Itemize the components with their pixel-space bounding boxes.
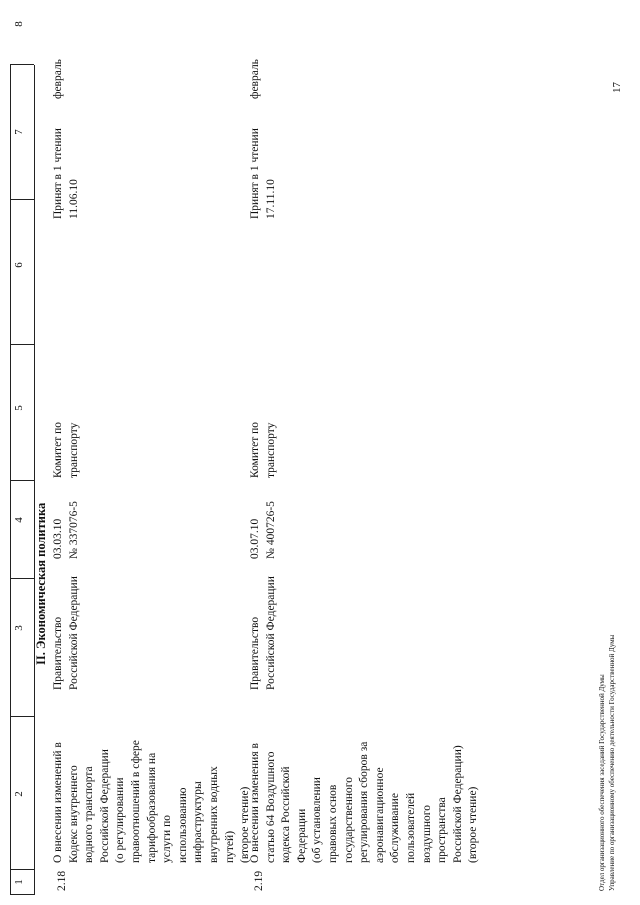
committee: Комитет по транспорту (249, 422, 277, 478)
footer-department: Отдел организационного обеспечения заседаний Государственной Думы (598, 674, 606, 891)
registration-number: 03.03.10 № 337076-5 (52, 501, 80, 559)
page-number: 17 (611, 82, 623, 93)
reading-status: Принят в 1 чтении 11.06.10 (52, 128, 80, 219)
column-number-2: 2 (13, 791, 25, 797)
header-divider (10, 480, 34, 481)
initiator: Правительство Российской Федерации (249, 576, 277, 690)
column-number-1: 1 (13, 879, 25, 885)
planned-month: февраль (249, 59, 261, 99)
header-divider (10, 716, 34, 717)
bill-title: О внесении изменения в статью 64 Воздушного кодекса Российской Федерации (об установлении правовых основ государственного регулирования сборов за аэронавигационное обслуживание пользователей воздушного пространства Российской Федерации) (второе чтение) (249, 741, 480, 863)
row-number: 2.19 (253, 870, 265, 891)
header-divider (10, 199, 34, 200)
reading-status: Принят в 1 чтении 17.11.10 (249, 128, 277, 219)
section-title: II. Экономическая политика (34, 502, 48, 665)
bill-title: О внесении изменений в Кодекс внутреннего водного транспорта Российской Федерации (о регулировании правоотношений в сфере тарифообразования на услуги по использованию инфраструктуры внутренних водных путей) (второе чтение) (52, 740, 252, 863)
column-number-8: 8 (13, 21, 25, 27)
row-number: 2.18 (56, 870, 68, 891)
header-divider (10, 344, 34, 345)
column-number-5: 5 (13, 405, 25, 411)
column-number-6: 6 (13, 262, 25, 268)
column-number-7: 7 (13, 129, 25, 135)
initiator: Правительство Российской Федерации (52, 576, 80, 690)
registration-number: 03.07.10 № 400726-5 (249, 501, 277, 559)
column-number-3: 3 (13, 625, 25, 631)
column-number-4: 4 (13, 517, 25, 523)
footer-directorate: Управление по организационному обеспечению деятельности Государственной Думы (608, 634, 616, 891)
header-bottom-rule (34, 65, 35, 895)
planned-month: февраль (52, 59, 64, 99)
header-divider (10, 578, 34, 579)
committee: Комитет по транспорту (52, 422, 80, 478)
header-divider (10, 64, 34, 65)
